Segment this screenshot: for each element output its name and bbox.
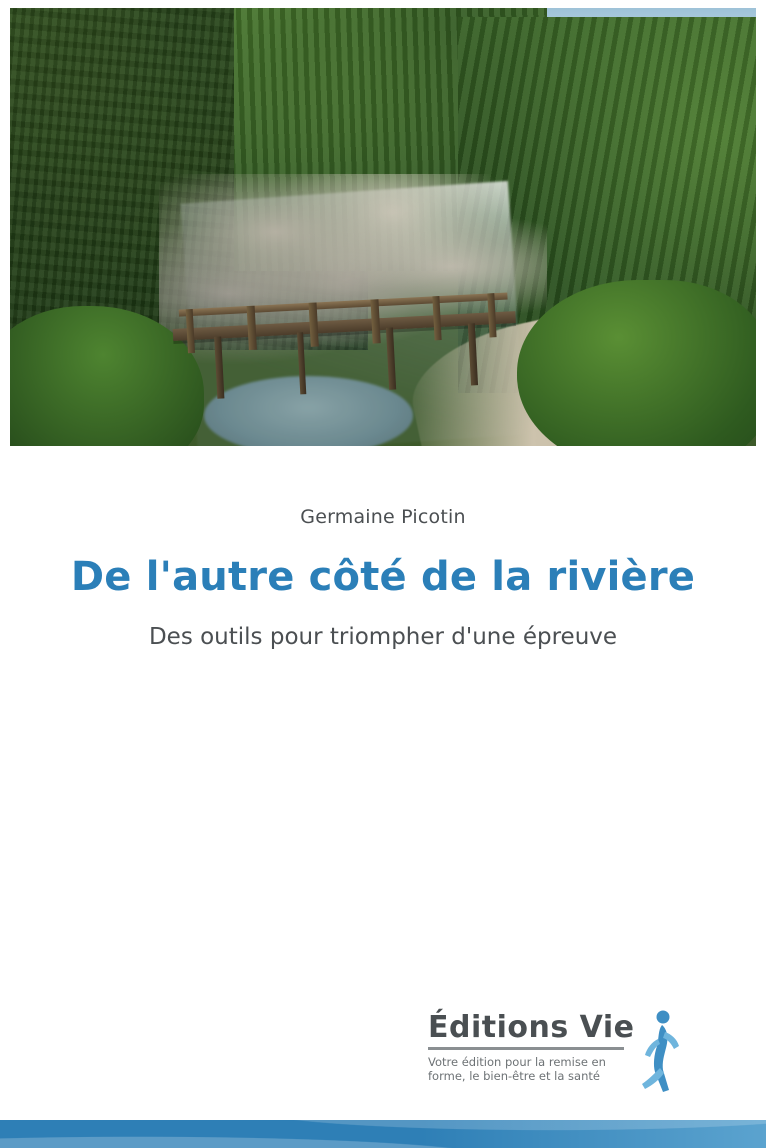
book-subtitle: Des outils pour triompher d'une épreuve — [148, 624, 618, 650]
bridge-leg — [214, 337, 224, 399]
bridge-post — [371, 300, 381, 345]
running-figure-icon — [636, 1008, 682, 1094]
cover-photo — [10, 8, 756, 446]
bridge-post — [487, 294, 497, 339]
bridge-leg — [297, 333, 307, 395]
publisher-tagline — [428, 1055, 628, 1083]
publisher-tagline-line1: Votre édition pour la remise en — [428, 1055, 606, 1069]
bridge-post — [186, 309, 196, 354]
bridge-post — [309, 303, 319, 348]
bottom-color-band — [0, 1120, 766, 1148]
logo-divider — [428, 1047, 624, 1050]
publisher-tagline-line2: forme, le bien-être et la santé — [428, 1069, 600, 1083]
publisher-logo — [428, 1010, 688, 1102]
bridge-leg — [386, 328, 396, 390]
wooden-footbridge — [172, 293, 520, 407]
author-name: Germaine Picotin — [300, 506, 466, 528]
bridge-post — [247, 306, 257, 351]
bridge-leg — [468, 324, 478, 386]
bridge-deck — [173, 312, 516, 342]
cover-text-block — [0, 446, 766, 650]
band-wave-highlight — [0, 1120, 766, 1148]
book-title: De l'autre côté de la rivière — [70, 554, 696, 600]
publisher-name: Éditions Vie — [428, 1010, 635, 1045]
bridge-post — [432, 296, 442, 341]
